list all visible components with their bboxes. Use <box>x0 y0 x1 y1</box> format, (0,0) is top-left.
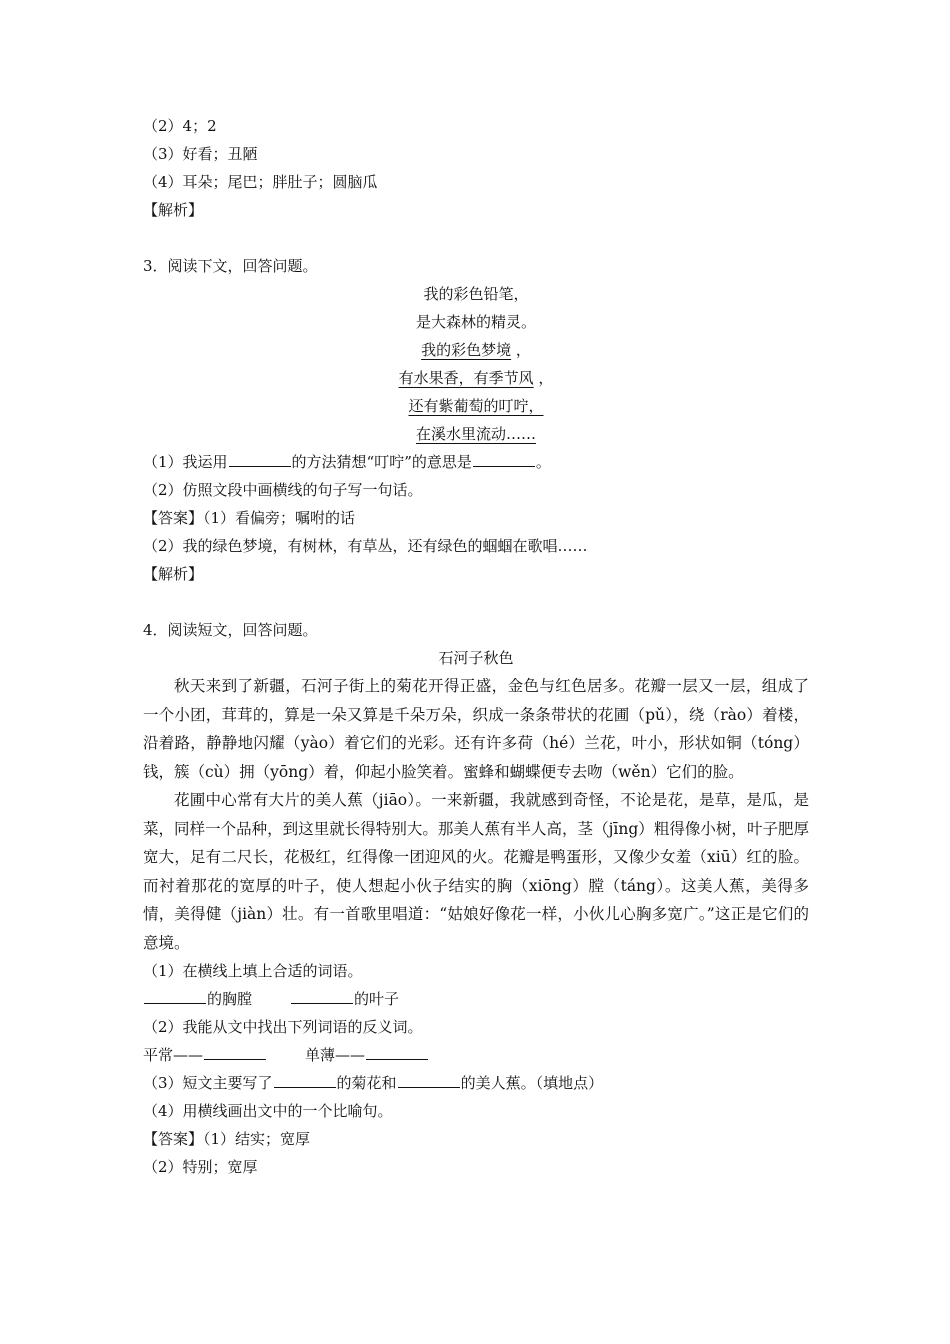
q3-sub-1 <box>143 448 809 476</box>
fill-blank <box>291 989 353 1004</box>
q4-answer-1: 【答案】（1）结实；宽厚 <box>143 1130 311 1148</box>
answer-line-2: （2）4；2 <box>143 117 217 135</box>
question-3-title: 3．阅读下文，回答问题。 <box>143 257 318 275</box>
fill-blank <box>204 1045 266 1060</box>
text: 的叶子 <box>354 990 400 1008</box>
text: 的美人蕉。（填地点） <box>460 1074 604 1092</box>
q3-answer-2: （2）我的绿色梦境，有树林，有草丛，还有绿色的蝈蝈在歌唱…… <box>143 537 588 555</box>
poem-line-1: 我的彩色铅笔， <box>423 285 529 303</box>
fill-blank <box>398 1073 460 1088</box>
q3-analysis: 【解析】 <box>143 565 204 583</box>
text: 的胸膛 <box>207 990 253 1008</box>
fill-blank <box>473 452 535 467</box>
underlined-sentence: 我的彩色梦境 <box>421 341 512 359</box>
passage-paragraph-1: 秋天来到了新疆，石河子街上的菊花开得正盛，金色与红色居多。花瓣一层又一层，组成了一个小团，茸茸的，算是一朵又算是千朵万朵，织成一条条带状的花圃（pǔ），绕（rào）着楼，沿着路，静静地闪耀（yào）着它们的光彩。还有许多荷（hé）兰花，叶小，形状如铜（tóng）钱，簇（cù）拥（yōng）着，仰起小脸笑着。蜜蜂和蝴蝶便专去吻（wěn）它们的脸。 <box>143 677 809 781</box>
poem-line-5 <box>143 392 809 420</box>
underlined-sentence: 在溪水里流动…… <box>415 425 536 443</box>
underlined-sentence: 有水果香，有季节风 <box>398 369 534 387</box>
q4-sub-3 <box>143 1069 809 1097</box>
text: 的方法猜想“叮咛”的意思是 <box>291 453 472 471</box>
q3-answer-1: 【答案】（1）看偏旁；嘱咐的话 <box>143 509 356 527</box>
poem-line-3 <box>143 336 809 364</box>
fill-blank <box>274 1073 336 1088</box>
poem-punct: ， <box>533 369 554 387</box>
fill-blank <box>229 452 291 467</box>
poem-punct: ， <box>511 341 531 359</box>
text: 单薄—— <box>305 1046 366 1064</box>
fill-blank <box>144 989 206 1004</box>
underlined-sentence: 还有紫葡萄的叮咛， <box>408 397 544 415</box>
poem-line-2: 是大森林的精灵。 <box>415 313 536 331</box>
text: （1）我运用 <box>143 453 228 471</box>
passage-paragraph-2: 花圃中心常有大片的美人蕉（jiāo）。一来新疆，我就感到奇怪，不论是花，是草，是瓜，是菜，同样一个品种，到这里就长得特别大。那美人蕉有半人高，茎（jīng）粗得像小树，叶子肥厚宽大，足有二尺长，花极红，红得像一团迎风的火。花瓣是鸭蛋形，又像少女羞（xiū）红的脸。而衬着那花的宽厚的叶子，使人想起小伙子结实的胸（xiōng）膛（táng）。这美人蕉，美得多情，美得健（jiàn）壮。有一首歌里唱道：“姑娘好像花一样，小伙儿心胸多宽广。”这正是它们的意境。 <box>143 791 809 952</box>
spacer <box>143 588 809 616</box>
analysis-label: 【解析】 <box>143 201 204 219</box>
q4-sub-1-blanks <box>143 985 809 1013</box>
text: 。 <box>535 453 551 471</box>
document-page <box>143 112 809 1181</box>
answer-line-4: （4）耳朵；尾巴；胖肚子；圆脑瓜 <box>143 173 378 191</box>
q4-answer-2: （2）特别；宽厚 <box>143 1158 258 1176</box>
q3-sub-2: （2）仿照文段中画横线的句子写一句话。 <box>143 481 423 499</box>
answer-line-3: （3）好看；丑陋 <box>143 145 258 163</box>
text: （3）短文主要写了 <box>143 1074 273 1092</box>
q4-sub-4: （4）用横线画出文中的一个比喻句。 <box>143 1102 393 1120</box>
text: 的菊花和 <box>336 1074 397 1092</box>
q4-sub-1: （1）在横线上填上合适的词语。 <box>143 962 363 980</box>
q4-sub-2-blanks <box>143 1041 809 1069</box>
poem-line-6 <box>143 420 809 448</box>
fill-blank <box>366 1045 428 1060</box>
spacer <box>143 224 809 252</box>
passage-title: 石河子秋色 <box>438 649 514 667</box>
question-4-title: 4．阅读短文，回答问题。 <box>143 621 318 639</box>
text: 平常—— <box>143 1046 204 1064</box>
poem-line-4 <box>143 364 809 392</box>
q4-sub-2: （2）我能从文中找出下列词语的反义词。 <box>143 1018 423 1036</box>
